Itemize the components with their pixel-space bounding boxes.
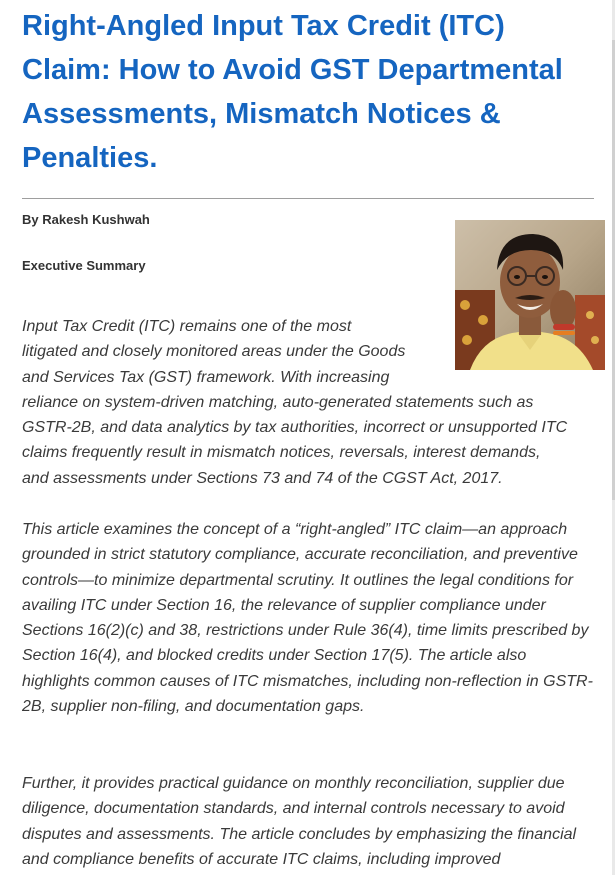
section-heading-executive-summary: Executive Summary [22, 258, 146, 273]
title-divider [22, 198, 594, 199]
author-byline: By Rakesh Kushwah [22, 212, 150, 227]
author-portrait-icon [455, 220, 605, 370]
summary-paragraph-3: Further, it provides practical guidance on monthly reconciliation, supplier due diligence, documentation standards, and internal controls necessary to avoid disputes and assessments. The article concludes by emphasizing the financial and compliance benefits of accurate ITC claims, including improved [22, 775, 577, 868]
article-title: Right-Angled Input Tax Credit (ITC) Claim: How to Avoid GST Departmental Assessments, Mismatch Notices & Penalties. [22, 10, 563, 174]
author-photo [455, 220, 605, 370]
summary-paragraph-2: This article examines the concept of a “right-angled” ITC claim—an approach grounded in strict statutory compliance, accurate reconciliation, and preventive controls—to minimize departmental scrutiny. It outlines the legal conditions for availing ITC under Section 16, the relevance of supplier compliance under Sections 16(2)(c) and 38, restrictions under Rule 36(4), time limits prescribed by Section 16(4), and blocked credits under Section 17(5). The article also highlights common causes of ITC mismatches, including non-reflection in GSTR-2B, supplier non-filing, and documentation gaps. [22, 521, 593, 716]
paragraph-line: claims frequently result in mismatch notices, reversals, interest demands, [22, 444, 541, 462]
paragraph-line: reliance on system-driven matching, auto-generated statements such as [22, 393, 534, 411]
paragraph-line: litigated and closely monitored areas under the Goods [22, 343, 406, 361]
paragraph-line: and assessments under Sections 73 and 74 of the CGST Act, 2017. [22, 469, 503, 487]
paragraph-line: and Services Tax (GST) framework. With increasing [22, 368, 390, 386]
paragraph-line: Input Tax Credit (ITC) remains one of the most [22, 318, 352, 335]
paragraph-line: GSTR-2B, and data analytics by tax authorities, incorrect or unsupported ITC [22, 419, 568, 437]
